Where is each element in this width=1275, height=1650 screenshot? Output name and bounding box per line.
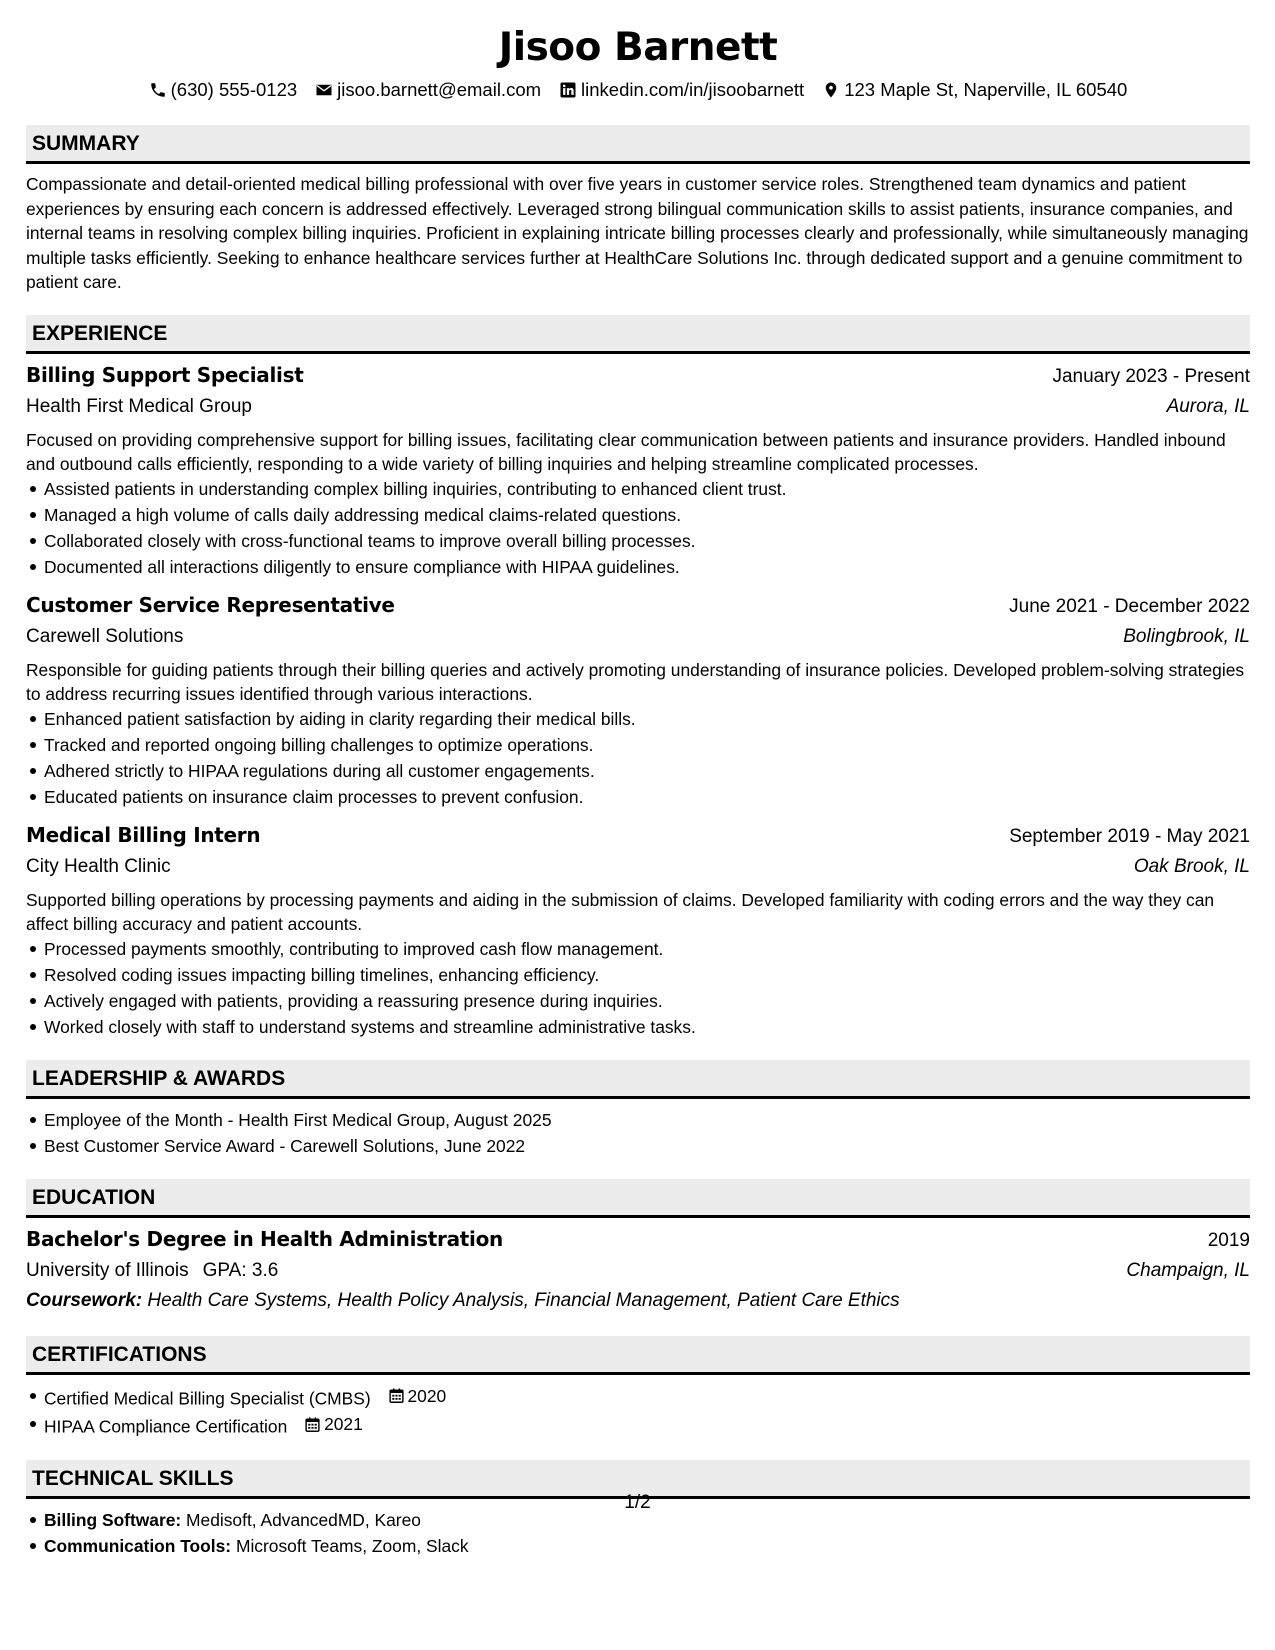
skill-value: Medisoft, AdvancedMD, Kareo xyxy=(186,1509,421,1530)
contact-email[interactable] xyxy=(315,78,541,102)
school-location: Champaign, IL xyxy=(1126,1259,1250,1281)
calendar-icon xyxy=(304,1416,321,1433)
calendar-icon xyxy=(388,1387,405,1404)
education-entry xyxy=(26,1224,1250,1316)
list-item: Collaborated closely with cross-functional teams to improve overall billing processes. xyxy=(44,528,1250,554)
candidate-name: Jisoo Barnett xyxy=(498,25,778,70)
skill-label: Billing Software: xyxy=(44,1509,182,1530)
page-number: 1/2 xyxy=(624,1492,651,1513)
job-dates: September 2019 - May 2021 xyxy=(1009,825,1250,847)
certification-date xyxy=(304,1411,363,1437)
list-item: Adhered strictly to HIPAA regulations during all customer engagements. xyxy=(44,758,1250,784)
job-description: Responsible for guiding patients through their billing queries and actively promoting understanding of insurance policies. Developed problem-solving strategies to address recurring issues identified through various interactions. xyxy=(26,659,1245,704)
summary-text: Compassionate and detail-oriented medical billing professional with over five years in customer service roles. Strengthened team dynamics and patient experiences by ensuring each concern is addressed effectively. Leveraged strong bilingual communication skills to assist patients, insurance companies, and internal teams in resolving complex billing inquiries. Proficient in explaining intricate billing processes clearly and professionally, while simultaneously managing multiple tasks efficiently. Seeking to enhance healthcare services further at HealthCare Solutions Inc. through dedicated support and a genuine commitment to patient care. xyxy=(26,174,1249,293)
linkedin-text: linkedin.com/in/jisoobarnett xyxy=(581,79,805,100)
job-location: Bolingbrook, IL xyxy=(1123,625,1250,647)
job-title: Billing Support Specialist xyxy=(26,362,304,387)
section-title: EDUCATION xyxy=(32,1185,156,1209)
certifications-list xyxy=(26,1383,1250,1440)
list-item: Employee of the Month - Health First Medical Group, August 2025 xyxy=(44,1107,1250,1133)
job-dates: January 2023 - Present xyxy=(1052,365,1250,387)
phone-icon xyxy=(149,81,167,99)
graduation-year: 2019 xyxy=(1207,1229,1250,1251)
job-company: Carewell Solutions xyxy=(26,625,184,647)
list-item: Actively engaged with patients, providing a reassuring presence during inquiries. xyxy=(44,988,1250,1014)
job-company: Health First Medical Group xyxy=(26,395,252,417)
job-description: Focused on providing comprehensive support for billing issues, facilitating clear communication between patients and insurance providers. Handled inbound and outbound calls efficiently, responding to a wide variety of billing inquiries and helping streamline complicated processes. xyxy=(26,429,1226,474)
job-bullets xyxy=(26,476,1250,580)
section-title: LEADERSHIP & AWARDS xyxy=(32,1066,286,1090)
email-text: jisoo.barnett@email.com xyxy=(337,79,542,100)
job-entry xyxy=(26,360,1250,580)
school-line xyxy=(26,1256,278,1286)
map-pin-icon xyxy=(822,81,840,99)
job-entry xyxy=(26,590,1250,810)
job-title: Customer Service Representative xyxy=(26,592,395,617)
school-name: University of Illinois xyxy=(26,1259,189,1281)
skills-list xyxy=(26,1507,1250,1559)
list-item: Enhanced patient satisfaction by aiding in clarity regarding their medical bills. xyxy=(44,706,1250,732)
list-item: Processed payments smoothly, contributing to improved cash flow management. xyxy=(44,936,1250,962)
job-dates: June 2021 - December 2022 xyxy=(1009,595,1250,617)
linkedin-icon xyxy=(559,81,577,99)
degree-title: Bachelor's Degree in Health Administration xyxy=(26,1226,503,1251)
job-company: City Health Clinic xyxy=(26,855,171,877)
certification-name: HIPAA Compliance Certification xyxy=(44,1416,288,1437)
list-item: Educated patients on insurance claim processes to prevent confusion. xyxy=(44,784,1250,810)
list-item: Worked closely with staff to understand systems and streamline administrative tasks. xyxy=(44,1014,1250,1040)
contact-address xyxy=(822,78,1127,102)
contact-bar xyxy=(26,78,1250,102)
resume-header xyxy=(26,22,1250,102)
list-item xyxy=(44,1533,1250,1559)
certification-name: Certified Medical Billing Specialist (CMBS) xyxy=(44,1388,371,1409)
section-title: CERTIFICATIONS xyxy=(32,1342,207,1366)
skill-value: Microsoft Teams, Zoom, Slack xyxy=(235,1535,469,1556)
certification-date xyxy=(388,1383,447,1409)
section-title: TECHNICAL SKILLS xyxy=(32,1466,234,1490)
skill-label: Communication Tools: xyxy=(44,1535,232,1556)
list-item: Managed a high volume of calls daily addressing medical claims-related questions. xyxy=(44,502,1250,528)
contact-linkedin[interactable] xyxy=(559,78,804,102)
gpa: GPA: 3.6 xyxy=(202,1259,279,1281)
list-item: Tracked and reported ongoing billing challenges to optimize operations. xyxy=(44,732,1250,758)
job-description: Supported billing operations by processing payments and aiding in the submission of claims. Developed familiarity with coding errors and the way they can affect billing accuracy and patient accounts. xyxy=(26,889,1215,934)
job-title: Medical Billing Intern xyxy=(26,822,261,847)
address-text: 123 Maple St, Naperville, IL 60540 xyxy=(844,79,1128,100)
section-leadership-heading xyxy=(26,1060,1250,1099)
certification-year: 2020 xyxy=(407,1385,447,1406)
section-education-heading xyxy=(26,1179,1250,1218)
job-entry xyxy=(26,820,1250,1040)
section-title: SUMMARY xyxy=(32,132,140,155)
coursework-label: Coursework: xyxy=(26,1289,143,1311)
list-item: Resolved coding issues impacting billing timelines, enhancing efficiency. xyxy=(44,962,1250,988)
list-item: Best Customer Service Award - Carewell Solutions, June 2022 xyxy=(44,1133,1250,1159)
list-item: Assisted patients in understanding complex billing inquiries, contributing to enhanced client trust. xyxy=(44,476,1250,502)
list-item xyxy=(44,1383,1250,1412)
section-certifications-heading xyxy=(26,1336,1250,1375)
awards-list xyxy=(26,1107,1250,1159)
list-item: Documented all interactions diligently to ensure compliance with HIPAA guidelines. xyxy=(44,554,1250,580)
section-title: EXPERIENCE xyxy=(32,321,168,345)
contact-phone xyxy=(149,78,298,102)
job-location: Aurora, IL xyxy=(1166,395,1250,417)
job-bullets xyxy=(26,936,1250,1040)
certification-year: 2021 xyxy=(324,1414,363,1435)
resume-page xyxy=(26,22,1250,1559)
section-summary-heading xyxy=(26,125,1250,164)
envelope-icon xyxy=(315,81,333,99)
coursework-line xyxy=(26,1286,1250,1316)
coursework-text: Health Care Systems, Health Policy Analysis, Financial Management, Patient Care Ethics xyxy=(147,1289,900,1311)
job-location: Oak Brook, IL xyxy=(1133,855,1250,877)
list-item xyxy=(44,1411,1250,1440)
job-bullets xyxy=(26,706,1250,810)
phone-text: (630) 555-0123 xyxy=(170,79,298,100)
section-experience-heading xyxy=(26,315,1250,354)
